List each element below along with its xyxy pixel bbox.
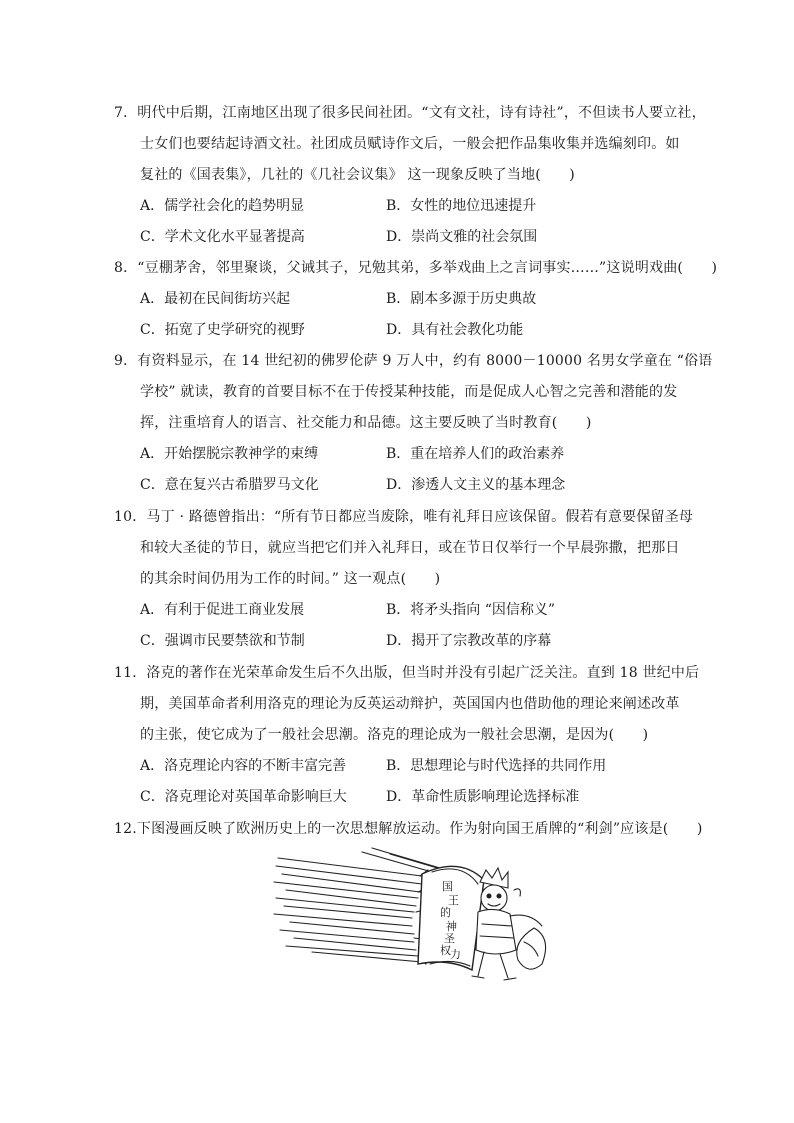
- question-10-options-row-2: [114, 626, 694, 657]
- question-8-option-a[interactable]: A．最初在民间街坊兴起: [140, 291, 291, 307]
- king-shield-cartoon: [272, 846, 554, 986]
- shield-char-1: 国: [442, 880, 453, 893]
- question-7-option-c[interactable]: C．学术文化水平显著提高: [140, 229, 305, 245]
- question-8-options-row-1: [114, 284, 694, 315]
- question-9-line-1: 9．有资料显示，在 14 世纪初的佛罗伦萨 9 万人中，约有 8000－10000 名男女学童在 “俗语: [114, 353, 713, 369]
- question-11-line-2: 期，美国革命者利用洛克的理论为反英运动辩护，英国国内也借助他的理论来阐述改革: [140, 696, 680, 712]
- question-7-line-1: 7．明代中后期，江南地区出现了很多民间社团。“文有文社，诗有诗社”，不但读书人要立社，: [114, 105, 706, 121]
- question-9-line-2: 学校” 就读，教育的首要目标不在于传授某种技能，而是促成人心智之完善和潜能的发: [140, 384, 678, 400]
- question-7-line-2: 士女们也要结起诗酒文社。社团成员赋诗作文后，一般会把作品集收集并选编刻印。如: [140, 136, 680, 152]
- question-10-line-3: 的其余时间仍用为工作的时间。” 这一观点( ): [140, 571, 441, 587]
- question-10-option-b[interactable]: B．将矛头指向 “因信称义”: [386, 602, 556, 618]
- question-8-option-b[interactable]: B．剧本多源于历史典故: [386, 291, 537, 307]
- question-9-line-3: 挥，注重培育人的语言、社交能力和品德。这主要反映了当时教育( ): [140, 415, 592, 431]
- question-10-option-a[interactable]: A．有利于促进工商业发展: [140, 602, 305, 618]
- shield-char-2: 王: [448, 894, 459, 907]
- question-10-line-1: 10．马丁 · 路德曾指出：“所有节日都应当废除，唯有礼拜日应该保留。假若有意要保留圣母: [114, 509, 694, 525]
- question-12: [114, 814, 703, 845]
- question-9-option-d[interactable]: D．渗透人文主义的基本理念: [386, 477, 566, 493]
- question-11-option-b[interactable]: B．思想理论与时代选择的共同作用: [386, 758, 607, 774]
- question-7-option-a[interactable]: A．儒学社会化的趋势明显: [140, 198, 305, 214]
- question-10-option-d[interactable]: D．揭开了宗教改革的序幕: [386, 633, 552, 649]
- question-11-line-3: 的主张，使它成为了一般社会思潮。洛克的理论成为一般社会思潮，是因为( ): [140, 727, 649, 743]
- question-11-options-row-2: [114, 782, 694, 813]
- question-8-line-1: 8．“豆棚茅舍，邻里聚谈，父诫其子，兄勉其弟，多举戏曲上之言词事实……”这说明戏曲( ): [114, 260, 718, 276]
- shield-char-7: 力: [450, 948, 461, 961]
- question-9-options-row-1: [114, 439, 694, 470]
- question-11-option-d[interactable]: D．革命性质影响理论选择标准: [386, 789, 580, 805]
- question-10-option-c[interactable]: C．强调市民要禁欲和节制: [140, 633, 305, 649]
- question-8-option-d[interactable]: D．具有社会教化功能: [386, 322, 524, 338]
- question-9-options-row-2: [114, 470, 694, 501]
- shield-char-5: 圣: [444, 932, 455, 945]
- question-9-option-a[interactable]: A．开始摆脱宗教神学的束缚: [140, 446, 319, 462]
- question-11: [114, 658, 700, 813]
- shield-char-6: 权: [440, 944, 451, 957]
- question-9-option-c[interactable]: C．意在复兴古希腊罗马文化: [140, 477, 319, 493]
- shield-char-4: 神: [446, 920, 457, 933]
- question-7-line-3: 复社的《国表集》，几社的《几社会议集》 这一现象反映了当地( ): [140, 167, 575, 183]
- question-7: [114, 98, 706, 253]
- question-11-option-a[interactable]: A．洛克理论内容的不断丰富完善: [140, 758, 347, 774]
- question-11-options-row-1: [114, 751, 694, 782]
- shield-char-3: 的: [440, 906, 451, 919]
- question-7-option-b[interactable]: B．女性的地位迅速提升: [386, 198, 537, 214]
- question-8-options-row-2: [114, 315, 694, 346]
- question-7-option-d[interactable]: D．崇尚文雅的社会氛围: [386, 229, 538, 245]
- question-12-line-1: 12.下图漫画反映了欧洲历史上的一次思想解放运动。作为射向国王盾牌的“利剑”应该是( ): [114, 821, 703, 837]
- question-11-line-1: 11．洛克的著作在光荣革命发生后不久出版，但当时并没有引起广泛关注。直到 18 世纪中后: [114, 665, 700, 681]
- question-11-option-c[interactable]: C．洛克理论对英国革命影响巨大: [140, 789, 347, 805]
- question-7-options-row-2: [114, 222, 694, 253]
- question-9-option-b[interactable]: B．重在培养人们的政治素养: [386, 446, 565, 462]
- question-10: [114, 502, 694, 657]
- question-8: [114, 253, 718, 346]
- question-10-line-2: 和较大圣徒的节日，就应当把它们并入礼拜日，或在节日仅举行一个早晨弥撒，把那日: [140, 540, 680, 556]
- question-10-options-row-1: [114, 595, 694, 626]
- question-9: [114, 346, 713, 501]
- question-7-options-row-1: [114, 191, 694, 222]
- question-8-option-c[interactable]: C．拓宽了史学研究的视野: [140, 322, 305, 338]
